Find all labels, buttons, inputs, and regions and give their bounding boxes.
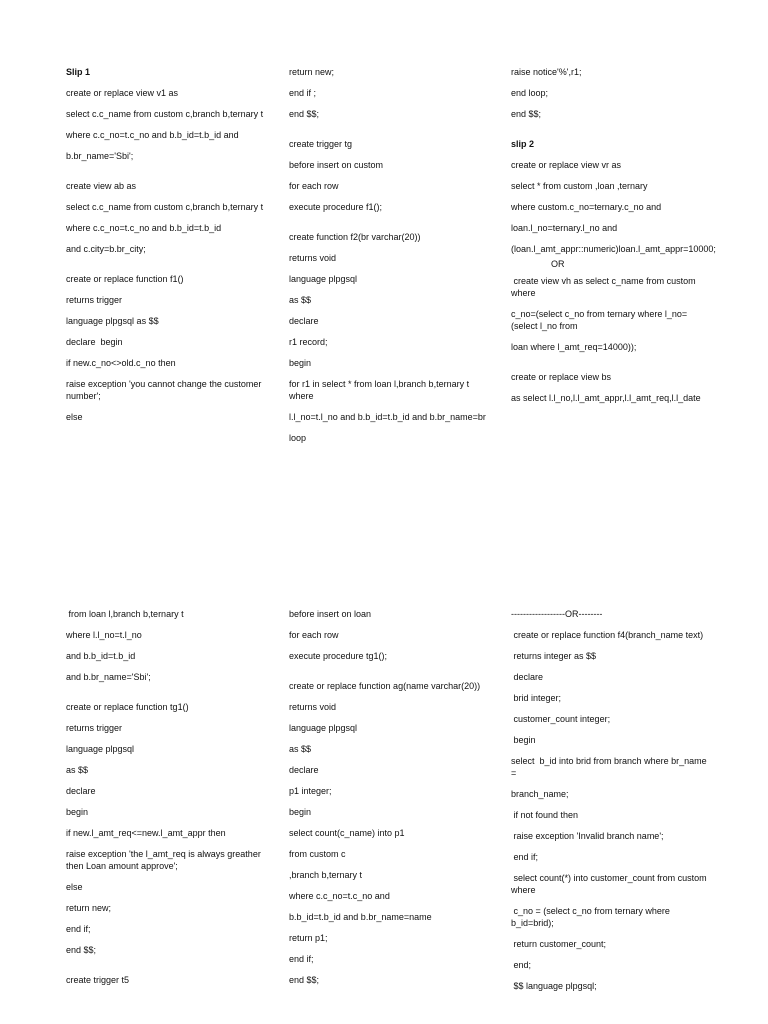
code-line: customer_count integer; [511, 714, 611, 724]
code-line: return customer_count; [511, 939, 607, 949]
code-line: and b.br_name='Sbi'; [66, 672, 151, 682]
code-line: begin [66, 807, 89, 817]
code-line: returns trigger [66, 723, 123, 733]
code-line: select c.c_name from custom c,branch b,ternary t [66, 109, 264, 119]
code-line: create trigger tg [289, 139, 353, 149]
code-line: before insert on custom [289, 160, 384, 170]
code-line: $$ language plpgsql; [511, 981, 597, 991]
code-line: create function f2(br varchar(20)) [289, 232, 421, 242]
code-line: before insert on loan [289, 609, 372, 619]
code-line: select b_id into brid from branch where br_name = [511, 756, 710, 778]
code-line: end loop; [511, 88, 549, 98]
code-line: select count(*) into customer_count from custom where [511, 873, 710, 895]
code-line: create or replace function f1() [66, 274, 184, 284]
code-line: where c.c_no=t.c_no and b.b_id=t.b_id [66, 223, 222, 233]
code-line: create or replace function f4(branch_name text) [511, 630, 704, 640]
code-line: raise exception 'Invalid branch name'; [511, 831, 664, 841]
code-line: declare [289, 316, 319, 326]
code-line: language plpgsql [66, 744, 135, 754]
code-line: brid integer; [511, 693, 562, 703]
code-line: begin [289, 358, 312, 368]
code-line: where c.c_no=t.c_no and [289, 891, 390, 901]
code-line: where c.c_no=t.c_no and b.b_id=t.b_id and [66, 130, 239, 140]
code-line: if new.c_no<>old.c_no then [66, 358, 176, 368]
bottom-column-2 [289, 608, 489, 995]
code-line: loop [289, 433, 307, 443]
code-line: create view vh as select c_name from custom where [511, 276, 699, 298]
code-line: raise exception 'you cannot change the customer number'; [66, 379, 264, 401]
code-line: if not found then [511, 810, 579, 820]
code-line: returns void [289, 253, 337, 263]
code-line: else [66, 882, 83, 892]
code-line: end; [511, 960, 532, 970]
code-line: create or replace view bs [511, 372, 612, 382]
top-column-2 [289, 66, 489, 453]
code-line: declare [511, 672, 544, 682]
code-line: b.br_name='Sbi'; [66, 151, 134, 161]
code-line: raise exception 'the l_amt_req is always greather then Loan amount approve'; [66, 849, 264, 871]
code-line: as $$ [289, 744, 312, 754]
bottom-column-1 [66, 608, 266, 995]
code-line: select c.c_name from custom c,branch b,ternary t [66, 202, 264, 212]
code-line: loan where l_amt_req=14000)); [511, 342, 637, 352]
code-line: for each row [289, 181, 339, 191]
code-line: begin [511, 735, 536, 745]
top-column-3 [511, 66, 716, 413]
code-line: end if ; [289, 88, 317, 98]
code-line: select count(c_name) into p1 [289, 828, 405, 838]
code-line: end if; [511, 852, 539, 862]
code-line: create or replace function ag(name varchar(20)) [289, 681, 481, 691]
code-line: declare [289, 765, 319, 775]
code-line: create view ab as [66, 181, 137, 191]
code-line: l.l_no=t.l_no and b.b_id=t.b_id and b.br_name=br [289, 412, 486, 422]
code-line: create or replace function tg1() [66, 702, 189, 712]
code-line: execute procedure tg1(); [289, 651, 388, 661]
code-line: execute procedure f1(); [289, 202, 383, 212]
code-line: as $$ [66, 765, 89, 775]
top-column-1 [66, 66, 266, 432]
code-line: else [66, 412, 83, 422]
code-line: for r1 in select * from loan l,branch b,ternary t where [289, 379, 472, 401]
code-line: create or replace view vr as [511, 160, 622, 170]
code-line: end if; [66, 924, 91, 934]
code-line: begin [289, 807, 312, 817]
slip-heading: slip 2 [511, 139, 535, 149]
or-separator: OR [551, 259, 565, 269]
code-line: end $$; [289, 109, 320, 119]
code-line: end $$; [289, 975, 320, 985]
code-line: end if; [289, 954, 314, 964]
code-line: if new.l_amt_req<=new.l_amt_appr then [66, 828, 226, 838]
code-line: and c.city=b.br_city; [66, 244, 146, 254]
code-line: select * from custom ,loan ,ternary [511, 181, 648, 191]
code-line: returns integer as $$ [511, 651, 597, 661]
code-line: where custom.c_no=ternary.c_no and [511, 202, 662, 212]
code-line: (loan.l_amt_appr::numeric)loan.l_amt_appr=10000; [511, 244, 716, 254]
code-line: as select l.l_no,l.l_amt_appr,l.l_amt_req,l.l_date [511, 393, 701, 403]
code-line: end $$; [511, 109, 542, 119]
code-line: from loan l,branch b,ternary t [66, 609, 184, 619]
code-line: c_no = (select c_no from ternary where b_id=brid); [511, 906, 673, 928]
code-line: from custom c [289, 849, 346, 859]
or-separator: ------------------OR-------- [511, 609, 603, 619]
slip-heading: Slip 1 [66, 67, 91, 77]
code-line: p1 integer; [289, 786, 332, 796]
code-line: and b.b_id=t.b_id [66, 651, 136, 661]
code-line: declare [66, 786, 96, 796]
code-line: create or replace view v1 as [66, 88, 179, 98]
code-line: end $$; [66, 945, 97, 955]
code-line: language plpgsql [289, 274, 358, 284]
code-line: returns trigger [66, 295, 123, 305]
code-line: branch_name; [511, 789, 569, 799]
code-line: where l.l_no=t.l_no [66, 630, 142, 640]
code-line: create trigger t5 [66, 975, 130, 985]
code-line: declare begin [66, 337, 123, 347]
code-line: returns void [289, 702, 337, 712]
code-line: return new; [66, 903, 112, 913]
code-line: return new; [289, 67, 335, 77]
code-line: as $$ [289, 295, 312, 305]
code-line: language plpgsql as $$ [66, 316, 159, 326]
code-line: ,branch b,ternary t [289, 870, 363, 880]
bottom-column-3 [511, 608, 711, 1001]
code-line: for each row [289, 630, 339, 640]
code-line: c_no=(select c_no from ternary where l_no=(select l_no from [511, 309, 688, 331]
code-line: r1 record; [289, 337, 328, 347]
code-line: language plpgsql [289, 723, 358, 733]
code-line: raise notice'%',r1; [511, 67, 582, 77]
code-line: b.b_id=t.b_id and b.br_name=name [289, 912, 432, 922]
code-line: return p1; [289, 933, 328, 943]
code-line: loan.l_no=ternary.l_no and [511, 223, 618, 233]
